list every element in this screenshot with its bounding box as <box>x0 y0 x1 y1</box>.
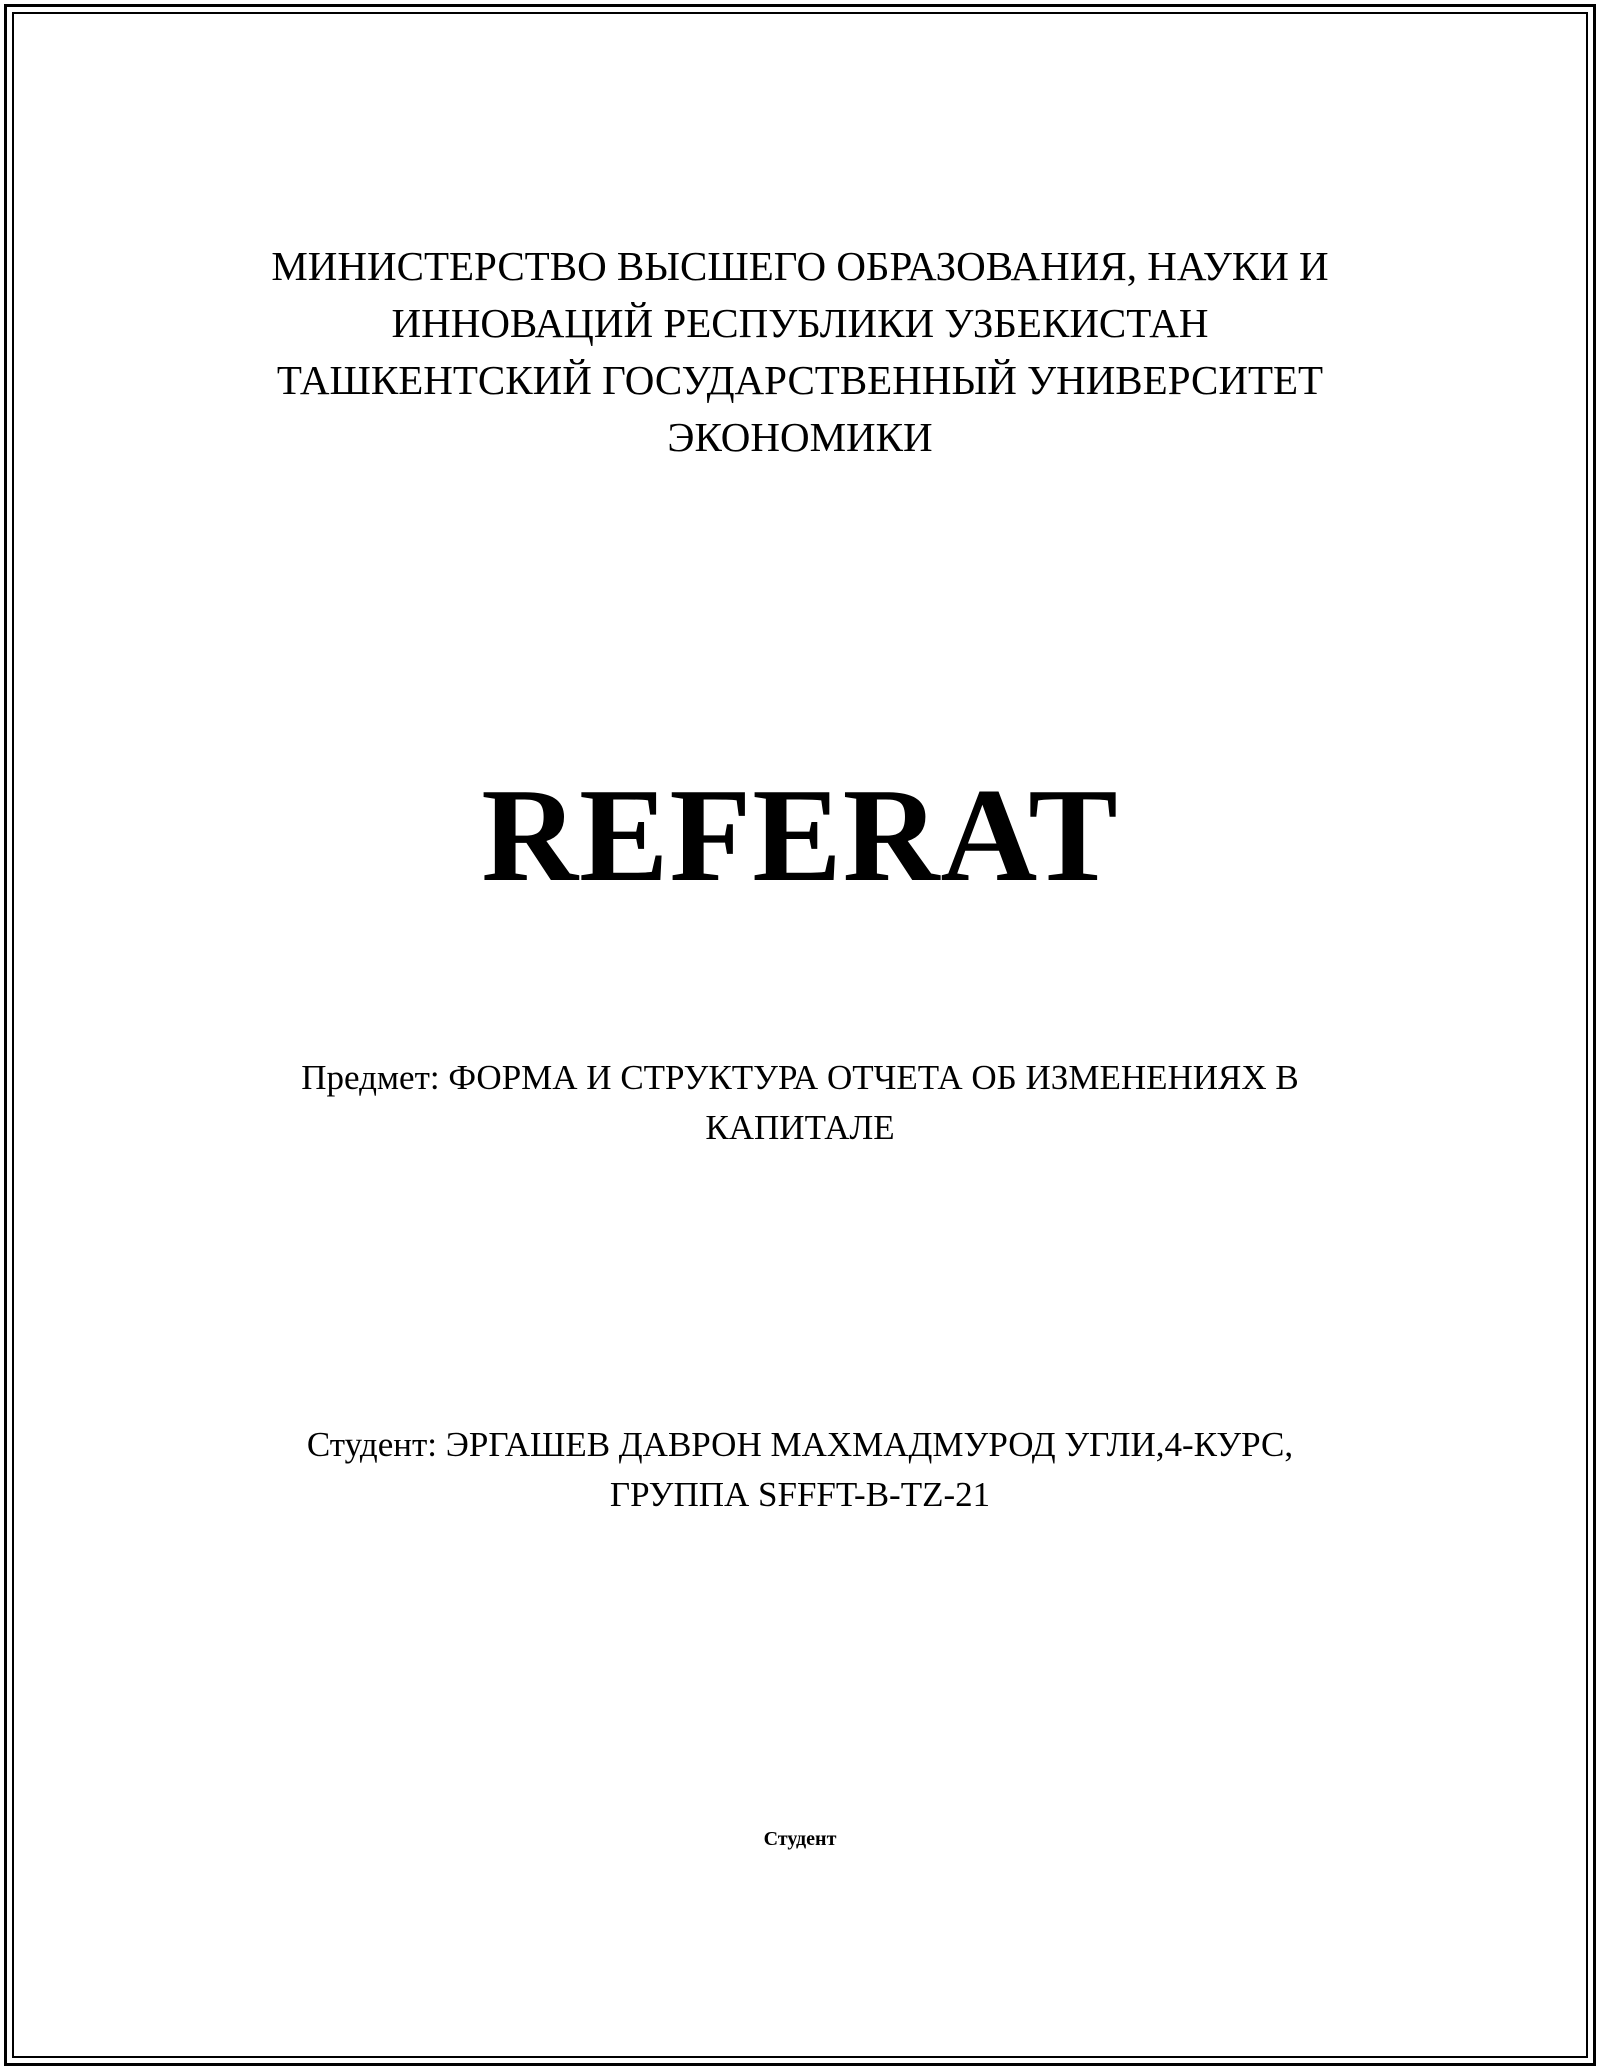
institution-line: ИННОВАЦИЙ РЕСПУБЛИКИ УЗБЕКИСТАН <box>391 300 1209 346</box>
student-line: Студент: ЭРГАШЕВ ДАВРОН МАХМАДМУРОД УГЛИ,4-КУРС, <box>306 1425 1294 1464</box>
subject-line: КАПИТАЛЕ <box>705 1108 895 1147</box>
institution-line: ЭКОНОМИКИ <box>667 414 933 460</box>
institution-line: ТАШКЕНТСКИЙ ГОСУДАРСТВЕННЫЙ УНИВЕРСИТЕТ <box>276 357 1324 403</box>
institution-header <box>0 238 1600 466</box>
student-block <box>0 1420 1600 1520</box>
subject-line: Предмет: ФОРМА И СТРУКТУРА ОТЧЕТА ОБ ИЗМЕНЕНИЯХ В <box>301 1058 1299 1097</box>
subject-block <box>0 1053 1600 1153</box>
institution-line: МИНИСТЕРСТВО ВЫСШЕГО ОБРАЗОВАНИЯ, НАУКИ И <box>271 243 1329 289</box>
student-line: ГРУППА SFFFT-B-TZ-21 <box>609 1475 991 1514</box>
signature-label: Студент <box>763 1828 837 1850</box>
document-title: REFERAT <box>481 761 1119 909</box>
